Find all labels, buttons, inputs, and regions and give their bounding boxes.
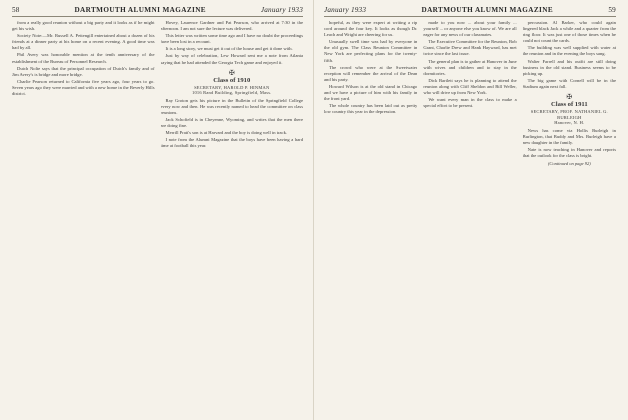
column-2: [161, 20, 304, 420]
seal-icon: ✠: [566, 93, 573, 102]
paragraph: Merrill Pratt's son is at Harvard and the boy is doing well in track.: [165, 130, 288, 136]
paragraph: News has come via Hollis Burleigh in Burlington, that Buddy and Mrs. Burleigh have a new daughter in the family.: [522, 127, 616, 145]
paragraph: Just by way of celebration, Lew Howard sent me a note from Atlanta saying that he had attended the Georgia Tech game and enjoyed it.: [160, 53, 303, 65]
paragraph: Unusually swell time was had by everyone in the old gym. The Class Reunion Committee in New York are perfecting plans for the twenty-fifth.: [324, 39, 418, 63]
right-page: [314, 0, 628, 420]
paragraph: It is a long story, we must get it out of the house and get it done with.: [165, 46, 293, 52]
paragraph: Charlie Pearson returned to California five years ago, four years to go. Seven years ago they were married and with a new home in the Beverly Hills district.: [12, 78, 155, 97]
paragraph: The big game with Cornell will be in the Stadium again next fall.: [522, 77, 616, 89]
column-3: [523, 20, 616, 420]
paragraph: Hovey, Laurence Gardner and Pat Pearson, who arrived at 7:30 in the afternoon. I am not sure the lecture was delivered.: [160, 20, 303, 32]
paragraph: Jack Schofield is in Cheyenne, Wyoming, and writes that the men there are doing fine.: [160, 116, 303, 129]
secretary-label: SECRETARY, PROF. NATHANIEL G. BURLEIGH: [530, 109, 608, 120]
paragraph: Nate is now teaching in Hanover and reports that the outlook for the class is bright.: [522, 146, 616, 158]
paragraph: I note from the Alumni Magazine that the boys have been having a hard time at football this year.: [160, 137, 303, 149]
paragraph: Howard Wilson is at the old stand in Chicago and we have a picture of him with his family in the front yard.: [324, 83, 418, 102]
class-heading: [161, 69, 304, 96]
paragraph: The general plan is to gather at Hanover in June with wives and children and to stay in the dormitories.: [423, 58, 517, 76]
paragraph: made to you now ... about your family ... yourself ... or anyone else you know of. We are all eager for any news of our classmates.: [423, 20, 517, 38]
class-title: Class of 1911: [551, 101, 588, 109]
running-head: [12, 6, 303, 17]
class-title: Class of 1910: [213, 76, 251, 84]
page-number: 58: [12, 6, 20, 14]
paragraph: percussion. Al Barker, who could again lingered black Jack a while and a quarter from the ring floor. It was just one of those times when he could not count the cards.: [522, 20, 616, 44]
magazine-title: DARTMOUTH ALUMNI MAGAZINE: [421, 6, 554, 14]
continued-note: (Continued on page 92): [547, 161, 591, 166]
column-1: [324, 20, 417, 420]
paragraph: The Executive Committee for the Reunion, Bob Grant, Charlie Drew and Hank Hayward, has met twice since the last issue.: [423, 39, 517, 57]
paragraph: The building was well supplied with water at the reunion and in the evening the boys sang.: [522, 45, 616, 57]
paragraph: Ray Groton gets his picture in the Bulletin of the Springfield College every now and then. He was recently named to head the committee on class reunions.: [160, 97, 303, 115]
paragraph: Dick Bartlett says he is planning to attend the reunion along with Cliff Sheldon and Bill Weller, who will drive up from New York.: [423, 77, 517, 96]
paragraph: from a really good reunion without a big party and it looks as if he might get his wish.: [12, 20, 155, 32]
paragraph: Dutch Nolte says that the principal occupation of Dutch's family and of Jim Avery's is bridge and more bridge.: [12, 65, 155, 77]
paragraph: The whole country has been laid out as pretty low country this year in the depression.: [324, 103, 418, 115]
issue-date: January 1933: [324, 6, 367, 14]
paragraph: hopeful, as they were expert at writing a rip cord around the four key. It looks as though Dr. Leach and Wright are cheering for us.: [324, 20, 418, 38]
paragraph: We want every man in the class to make a special effort to be present.: [423, 97, 517, 109]
paragraph: Society Note:—Mr. Russell A. Pettengill entertained about a dozen of his friends at a dinner party at his home on a recent evening. A good time was had by all.: [12, 33, 155, 51]
paragraph: The crowd who were at the Sweetwater reception will remember the arrival of the Dean and his party.: [324, 64, 418, 82]
paragraph: Phil Avery was honorable mention at the tenth anniversary of the establishment of the Bureau of Personnel Research.: [12, 52, 155, 64]
secretary-label: SECRETARY, HAROLD P. HINMAN: [194, 84, 270, 90]
class-heading: [523, 93, 616, 126]
page-number: 59: [608, 6, 616, 14]
issue-date: January 1933: [260, 6, 303, 14]
paragraph: Walter Farrell and his outfit are still doing business in the old stand. Business seems to be picking up.: [522, 58, 616, 76]
paragraph: This letter was written some time ago and I have no doubt the proceedings have been lost in a recount.: [160, 33, 303, 45]
seal-icon: ✠: [228, 68, 235, 77]
magazine-title: DARTMOUTH ALUMNI MAGAZINE: [74, 6, 206, 14]
running-head: [324, 6, 616, 17]
column-2: [423, 20, 516, 420]
column-1: [12, 20, 155, 420]
secretary-address: Hanover, N. H.: [554, 120, 585, 126]
secretary-address: 1016 Rand Building, Springfield, Mass.: [192, 90, 272, 96]
